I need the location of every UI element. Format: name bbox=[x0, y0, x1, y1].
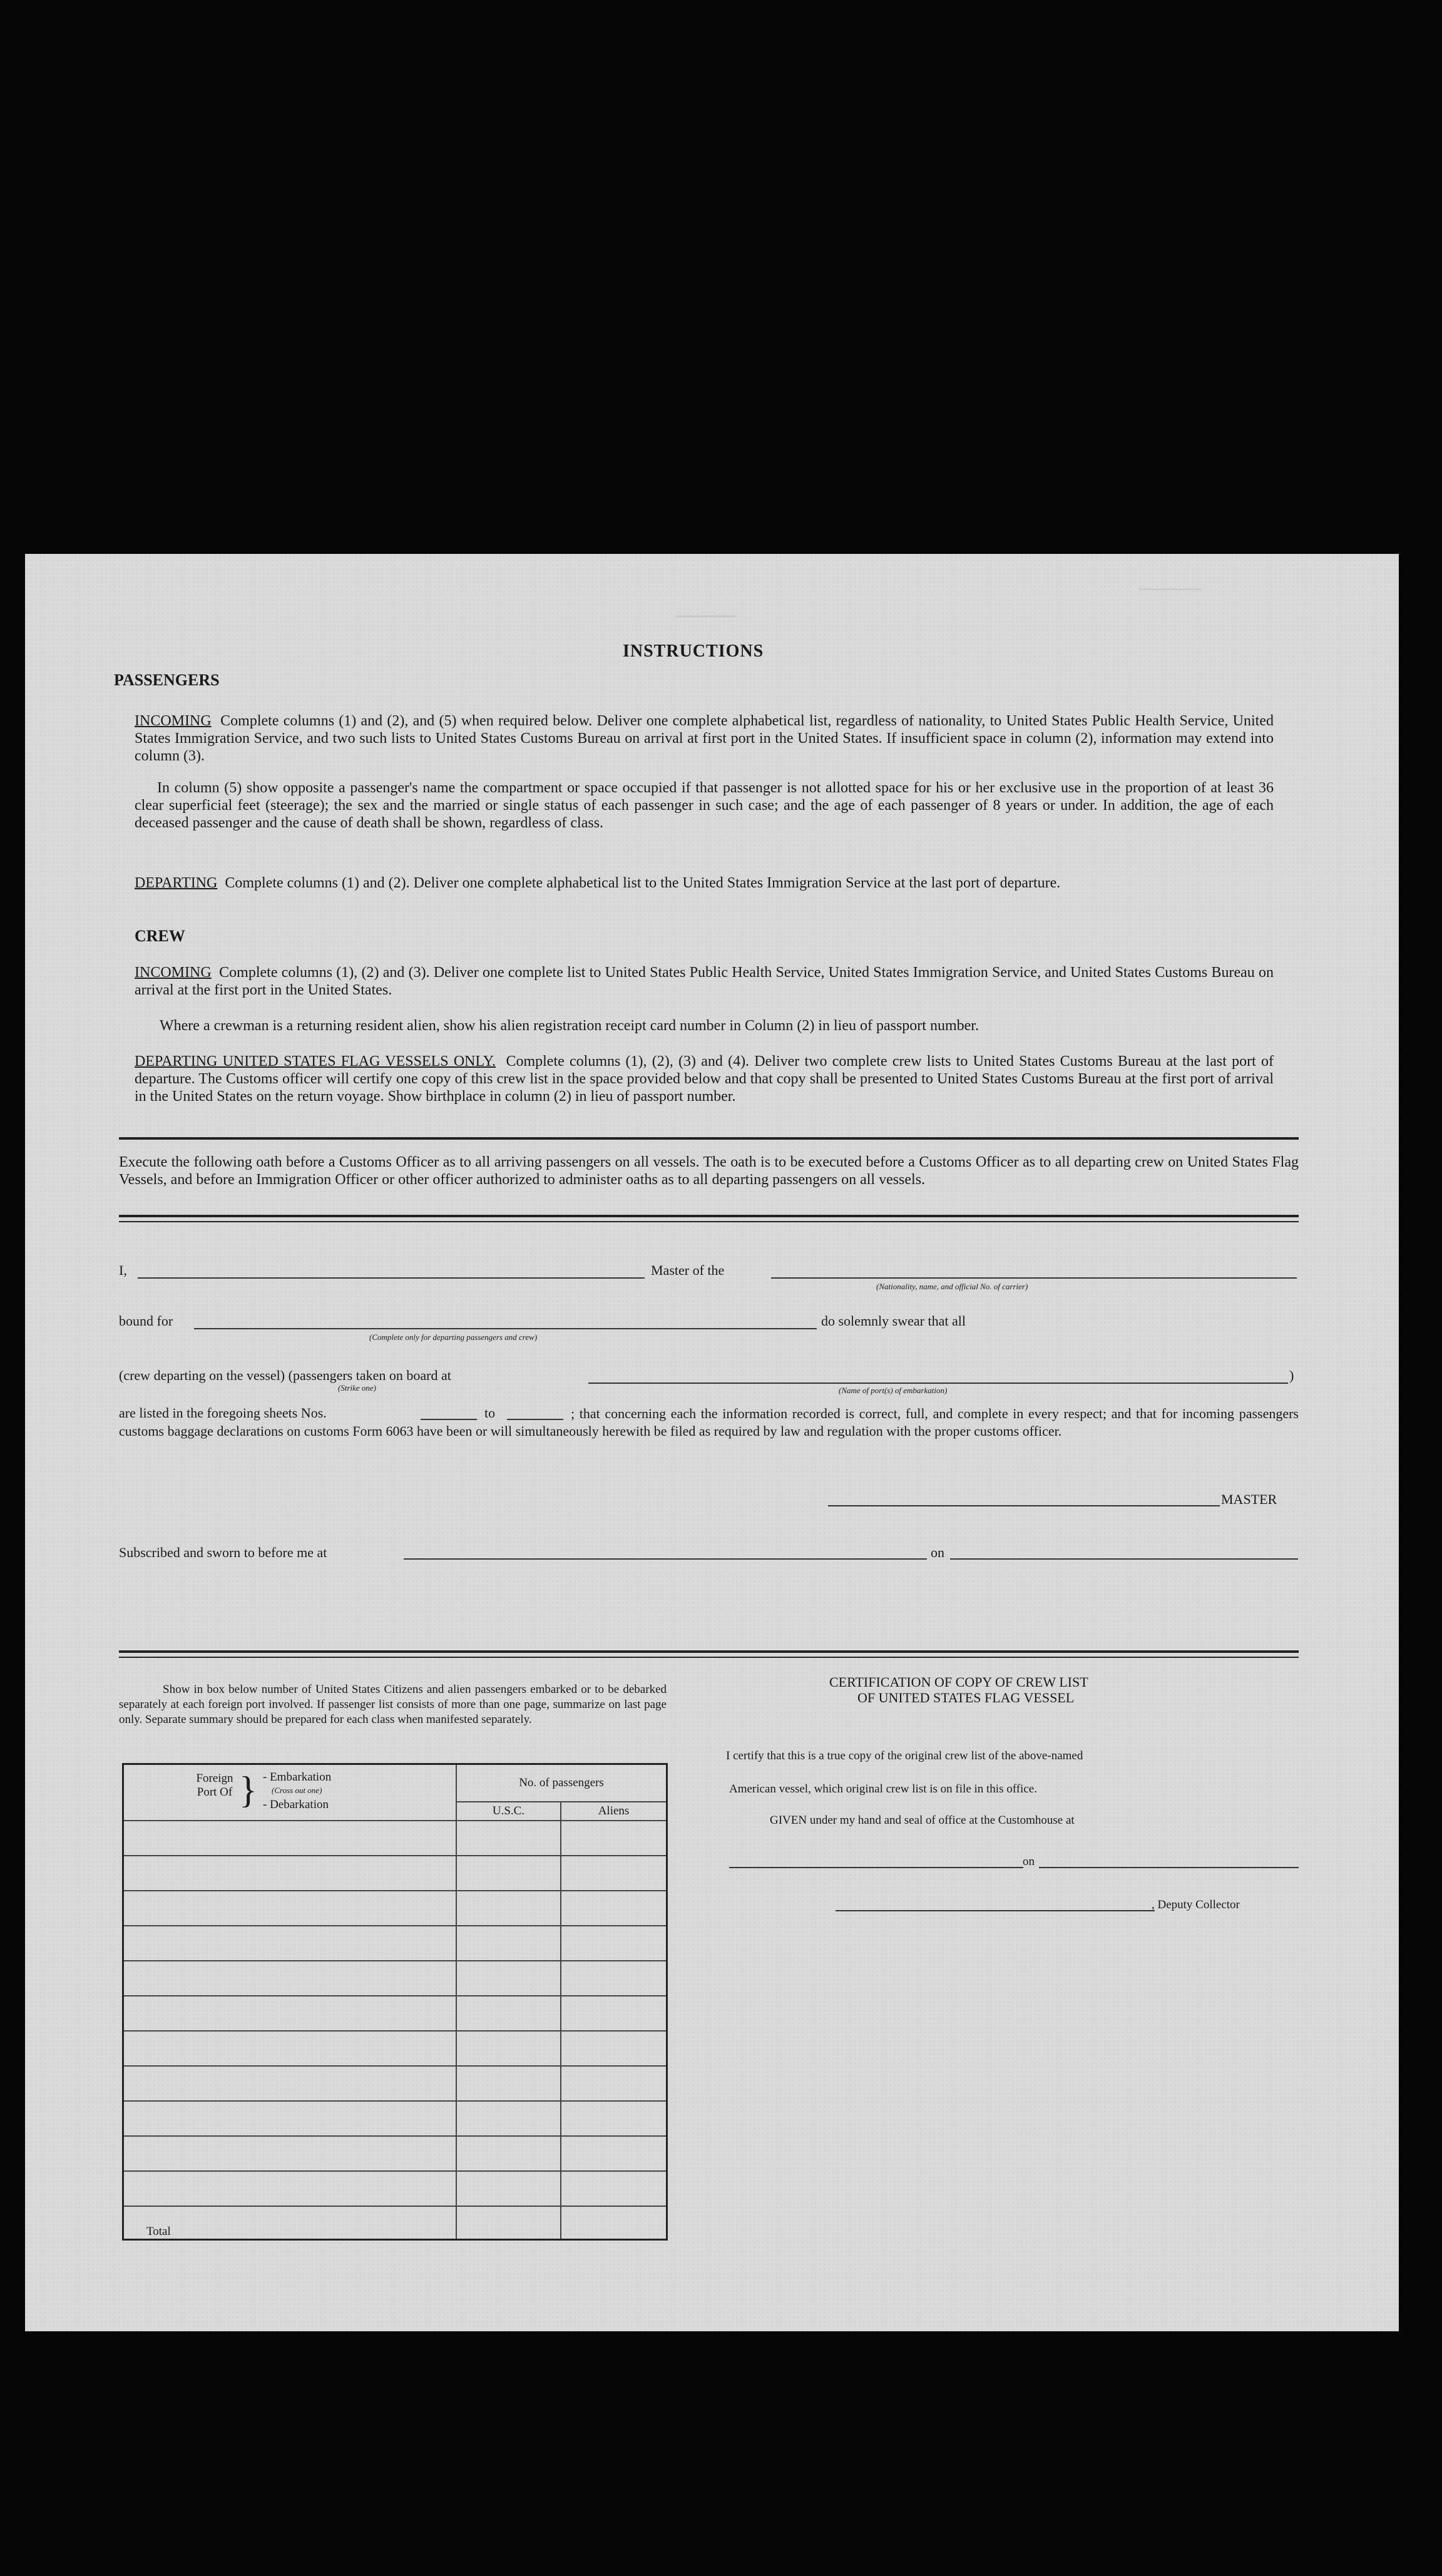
subscribed-date-field[interactable] bbox=[950, 1558, 1298, 1560]
passengers-departing-paragraph bbox=[135, 874, 1274, 892]
table-cell[interactable] bbox=[456, 2206, 561, 2240]
brace: } bbox=[239, 1769, 257, 1811]
table-cell[interactable] bbox=[123, 2171, 457, 2206]
passengers-departing-text: Complete columns (1) and (2). Deliver one complete alphabetical list to the United States Immigration Service at the last port of departure. bbox=[225, 875, 1061, 891]
master-signature-label: MASTER bbox=[1221, 1491, 1277, 1507]
usc-header: U.S.C. bbox=[456, 1802, 561, 1821]
passengers-incoming-paragraph bbox=[135, 712, 1274, 765]
deputy-signature-field[interactable] bbox=[836, 1910, 1155, 1911]
table-cell[interactable] bbox=[123, 1856, 457, 1891]
table-cell[interactable] bbox=[456, 1856, 561, 1891]
table-cell[interactable] bbox=[456, 1821, 561, 1856]
divider bbox=[119, 1650, 1299, 1653]
summary-instruction: Show in box below number of United States Citizens and alien passengers embarked or to be debarked separately at each foreign port involved. If passenger list consists of more than one page, summarize on last page only. Separate summary should be prepared for each class when manifested separately. bbox=[119, 1683, 667, 1726]
table-cell[interactable] bbox=[456, 1996, 561, 2031]
table-cell[interactable] bbox=[561, 2101, 667, 2136]
passengers-heading: PASSENGERS bbox=[114, 671, 220, 689]
total-label: Total bbox=[123, 2206, 457, 2240]
crew-departing-label: DEPARTING UNITED STATES FLAG VESSELS ONLY. bbox=[135, 1053, 496, 1070]
passengers-column5-paragraph bbox=[135, 779, 1274, 832]
table-cell[interactable] bbox=[456, 1891, 561, 1926]
bleed-through-mark: ───── bbox=[1139, 579, 1202, 598]
passengers-incoming-label: INCOMING bbox=[135, 713, 212, 729]
oath-instruction: Execute the following oath before a Customs Officer as to all arriving passengers on all vessels. The oath is to be executed before a Customs Officer as to all departing crew on United States Flag Vessels, and before an Immigration Officer or other officer authorized to administer oaths as to all departing passengers on all vessels. bbox=[119, 1154, 1299, 1188]
certification-line-3: GIVEN under my hand and seal of office at the Customhouse at bbox=[770, 1814, 1075, 1827]
divider bbox=[119, 1221, 1299, 1222]
master-name-field[interactable] bbox=[138, 1277, 645, 1279]
embarkation-port-field[interactable] bbox=[588, 1383, 1288, 1384]
listed-to-label: to bbox=[484, 1405, 496, 1421]
table-cell[interactable] bbox=[123, 1821, 457, 1856]
table-cell[interactable] bbox=[123, 2136, 457, 2171]
listed-label: are listed in the foregoing sheets Nos. bbox=[119, 1405, 327, 1421]
table-cell[interactable] bbox=[456, 2101, 561, 2136]
strike-note: (Strike one) bbox=[338, 1383, 377, 1393]
certification-line-1: I certify that this is a true copy of the original crew list of the above-named bbox=[726, 1749, 1083, 1762]
master-signature-field[interactable] bbox=[828, 1505, 1220, 1506]
table-cell[interactable] bbox=[123, 1961, 457, 1996]
certification-on-label: on bbox=[1023, 1855, 1035, 1868]
foreign-port-of-label: Foreign Port Of bbox=[196, 1771, 233, 1799]
crew-departing-label: (crew departing on the vessel) (passengers taken on board at bbox=[119, 1367, 451, 1383]
listed-statement: ; that concerning each the information recorded is correct, full, and complete in every respect; and that for incoming passengers customs baggage declarations on customs Form 6063 have been or will simultaneously herewith be filed as required by law and regulation with the proper customs officer. bbox=[119, 1406, 1299, 1439]
port-header-cell bbox=[123, 1764, 457, 1821]
table-cell[interactable] bbox=[561, 1996, 667, 2031]
bound-for-label: bound for bbox=[119, 1313, 173, 1329]
debarkation-label: - Debarkation bbox=[263, 1797, 329, 1811]
table-cell[interactable] bbox=[561, 1926, 667, 1961]
certification-title-2: OF UNITED STATES FLAG VESSEL bbox=[857, 1690, 1075, 1705]
close-paren: ) bbox=[1289, 1367, 1294, 1383]
vessel-field[interactable] bbox=[771, 1277, 1297, 1279]
passengers-departing-label: DEPARTING bbox=[135, 875, 218, 891]
passenger-summary-table bbox=[122, 1763, 668, 2241]
crew-resident-text: Where a crewman is a returning resident alien, show his alien registration receipt card number in Column (2) in lieu of passport number. bbox=[160, 1018, 979, 1034]
table-cell[interactable] bbox=[561, 1821, 667, 1856]
crew-incoming-paragraph bbox=[135, 964, 1274, 999]
page-title: INSTRUCTIONS bbox=[623, 641, 764, 661]
crew-incoming-text: Complete columns (1), (2) and (3). Deliver one complete list to United States Public Health Service, United States Immigration Service, and United States Customs Bureau on arrival at the first port in the United States. bbox=[135, 964, 1274, 998]
document-page bbox=[25, 554, 1399, 2331]
port-note: (Name of port(s) of embarkation) bbox=[839, 1386, 948, 1395]
divider bbox=[119, 1657, 1299, 1658]
master-of-label: Master of the bbox=[651, 1262, 725, 1278]
subscribed-label: Subscribed and sworn to before me at bbox=[119, 1545, 327, 1560]
deputy-collector-label: , Deputy Collector bbox=[1152, 1898, 1240, 1911]
certification-line-2: American vessel, which original crew list is on file in this office. bbox=[729, 1782, 1037, 1796]
bound-note: (Complete only for departing passengers and crew) bbox=[369, 1332, 538, 1342]
certification-title-1: CERTIFICATION OF COPY OF CREW LIST bbox=[829, 1674, 1088, 1690]
divider bbox=[119, 1137, 1299, 1140]
divider bbox=[119, 1215, 1299, 1217]
customhouse-field[interactable] bbox=[729, 1867, 1023, 1868]
table-cell[interactable] bbox=[123, 1926, 457, 1961]
table-cell[interactable] bbox=[456, 2171, 561, 2206]
crew-departing-paragraph bbox=[135, 1053, 1274, 1105]
crew-incoming-label: INCOMING bbox=[135, 964, 212, 981]
subscribed-place-field[interactable] bbox=[404, 1558, 927, 1560]
crew-resident-paragraph bbox=[135, 1017, 1274, 1035]
table-cell[interactable] bbox=[561, 2171, 667, 2206]
table-cell[interactable] bbox=[123, 2066, 457, 2101]
table-cell[interactable] bbox=[456, 1961, 561, 1996]
table-cell[interactable] bbox=[123, 2101, 457, 2136]
table-cell[interactable] bbox=[123, 1996, 457, 2031]
table-cell[interactable] bbox=[456, 2066, 561, 2101]
table-cell[interactable] bbox=[561, 2206, 667, 2240]
table-cell[interactable] bbox=[456, 2031, 561, 2066]
cross-out-note: (Cross out one) bbox=[272, 1785, 322, 1795]
subscribed-on-label: on bbox=[931, 1545, 944, 1560]
nationality-note: (Nationality, name, and official No. of carrier) bbox=[876, 1282, 1028, 1291]
crew-heading: CREW bbox=[135, 927, 185, 945]
table-cell[interactable] bbox=[123, 1891, 457, 1926]
certification-date-field[interactable] bbox=[1039, 1867, 1299, 1868]
crew-departing-text: Complete columns (1), (2), (3) and (4). Deliver two complete crew lists to United States Customs Bureau at the last port of departure. The Customs officer will certify one copy of this crew list in the space provided below and that copy shall be presented to United States Customs Bureau at the first port of arrival in the United States on the return voyage. Show birthplace in column (2) in lieu of passport number. bbox=[135, 1053, 1274, 1105]
table-cell[interactable] bbox=[561, 1961, 667, 1996]
bleed-through-mark: ──── bbox=[676, 604, 737, 628]
swear-label: do solemnly swear that all bbox=[821, 1313, 966, 1329]
oath-i-label: I, bbox=[119, 1262, 127, 1278]
table-cell[interactable] bbox=[561, 1856, 667, 1891]
no-of-passengers-header: No. of passengers bbox=[456, 1764, 667, 1802]
table-cell[interactable] bbox=[561, 2136, 667, 2171]
table-cell[interactable] bbox=[561, 1891, 667, 1926]
listed-text bbox=[119, 1405, 1299, 1440]
table-cell[interactable] bbox=[561, 2031, 667, 2066]
table-cell[interactable] bbox=[123, 2031, 457, 2066]
table-cell[interactable] bbox=[456, 2136, 561, 2171]
aliens-header: Aliens bbox=[561, 1802, 667, 1821]
table-cell[interactable] bbox=[561, 2066, 667, 2101]
bound-for-field[interactable] bbox=[194, 1328, 817, 1329]
passengers-column5-text: In column (5) show opposite a passenger's name the compartment or space occupied if that passenger is not allotted space for his or her exclusive use in the proportion of at least 36 clear superficial feet (steerage); the sex and the married or single status of each passenger in such case; and the age of each passenger of 8 years or under. In addition, the age of each deceased passenger and the cause of death shall be shown, regardless of class. bbox=[135, 780, 1274, 831]
passengers-incoming-text: Complete columns (1) and (2), and (5) when required below. Deliver one complete alphabetical list, regardless of nationality, to United States Public Health Service, United States Immigration Service, and two such lists to United States Customs Bureau on arrival at first port in the United States. If insufficient space in column (2), information may extend into column (3). bbox=[135, 713, 1274, 764]
embarkation-label: - Embarkation bbox=[263, 1770, 332, 1784]
table-cell[interactable] bbox=[456, 1926, 561, 1961]
